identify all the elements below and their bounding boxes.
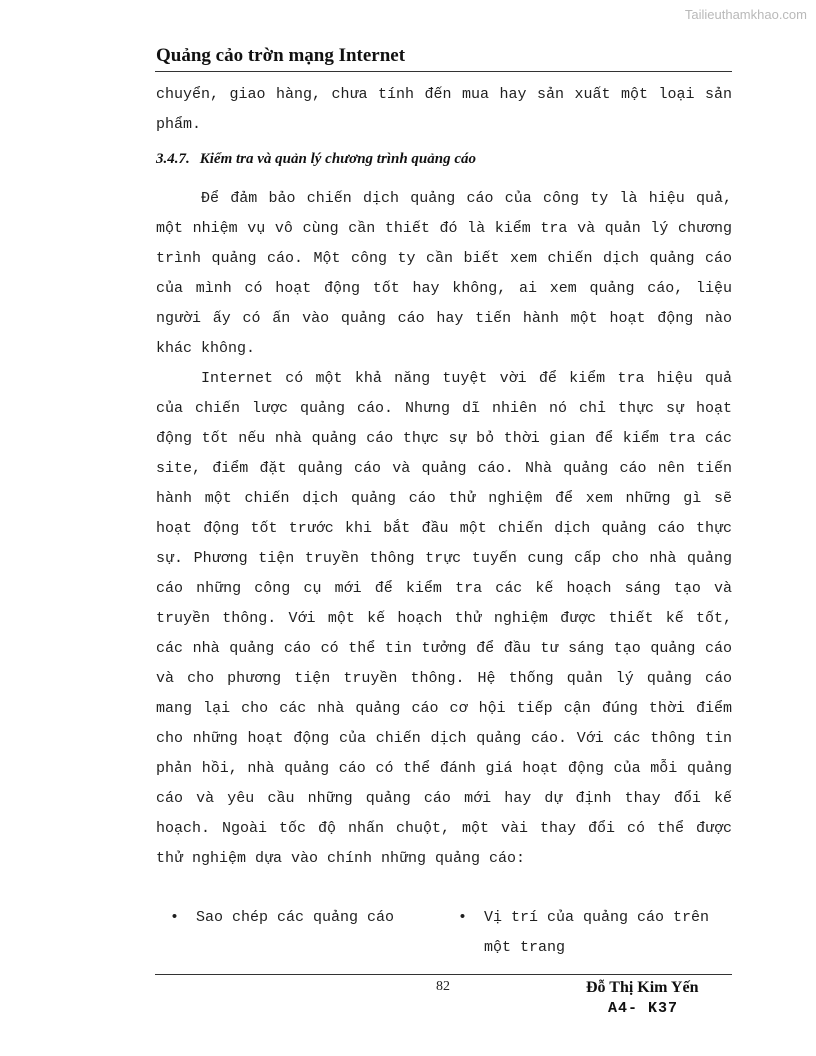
- bullet-item: [458, 903, 732, 963]
- footer-divider: [155, 974, 732, 975]
- bullet-text: Sao chép các quảng cáo: [196, 909, 395, 926]
- section-number: 3.4.7.: [156, 151, 190, 167]
- bullet-item: [170, 903, 440, 933]
- running-header-title: Quảng cảo trờn mạng Internet: [156, 45, 406, 66]
- footer-class-code: A4- K37: [608, 1000, 679, 1017]
- bullet-dot-icon: •: [458, 909, 468, 926]
- footer-author: Đỗ Thị Kim Yến: [586, 979, 699, 996]
- page-number: 82: [436, 979, 450, 994]
- body-paragraph: Internet có một khả năng tuyệt vời để kiểm tra hiệu quả của chiến lược quảng cáo. Nhưng dĩ nhiên nó chỉ thực sự hoạt động tốt nếu nhà quảng cáo thực sự bỏ thời gian để kiểm tra các site, điểm đặt quảng cáo và quảng cáo. Nhà quảng cáo nên tiến hành một chiến dịch quảng cáo thử nghiệm để xem những gì sẽ hoạt động tốt trước khi bắt đầu một chiến dịch quảng cáo thực sự. Phương tiện truyền thông trực tuyến cung cấp cho nhà quảng cáo những công cụ mới để kiểm tra các kế hoạch sáng tạo và truyền thông. Với một kế hoạch thử nghiệm được thiết kế tốt, các nhà quảng cáo có thể tin tưởng để đầu tư sáng tạo quảng cáo và cho phương tiện truyền thông. Hệ thống quản lý quảng cáo mang lại cho các nhà quảng cáo cơ hội tiếp cận đúng thời điểm cho những hoạt động của chiến dịch quảng cáo. Với các thông tin phản hồi, nhà quảng cáo có thể đánh giá hoạt động của mỗi quảng cáo và yêu cầu những quảng cáo mới hay dự định thay đổi kế hoạch. Ngoài tốc độ nhấn chuột, một vài thay đổi có thể được thử nghiệm dựa vào chính những quảng cáo:: [156, 370, 732, 867]
- bullet-dot-icon: •: [170, 909, 180, 926]
- body-paragraphs: [156, 184, 732, 874]
- intro-paragraph-block: [156, 80, 732, 140]
- bullet-text: Vị trí của quảng cáo trên một trang: [484, 909, 710, 956]
- section-title: Kiểm tra và quản lý chương trình quảng cáo: [199, 151, 476, 167]
- intro-paragraph: chuyển, giao hàng, chưa tính đến mua hay sản xuất một loại sản phẩm.: [156, 86, 732, 133]
- body-paragraph: Để đảm bảo chiến dịch quảng cáo của công ty là hiệu quả, một nhiệm vụ vô cùng cần thiết đó là kiểm tra và quản lý chương trình quảng cáo. Một công ty cần biết xem chiến dịch quảng cáo của mình có hoạt động tốt hay không, ai xem quảng cáo, liệu người ấy có ấn vào quảng cáo hay tiến hành một hoạt động nào khác không.: [156, 190, 732, 357]
- header-divider: [155, 71, 732, 72]
- watermark: Tailieuthamkhao.com: [684, 7, 807, 22]
- section-heading: [156, 151, 476, 168]
